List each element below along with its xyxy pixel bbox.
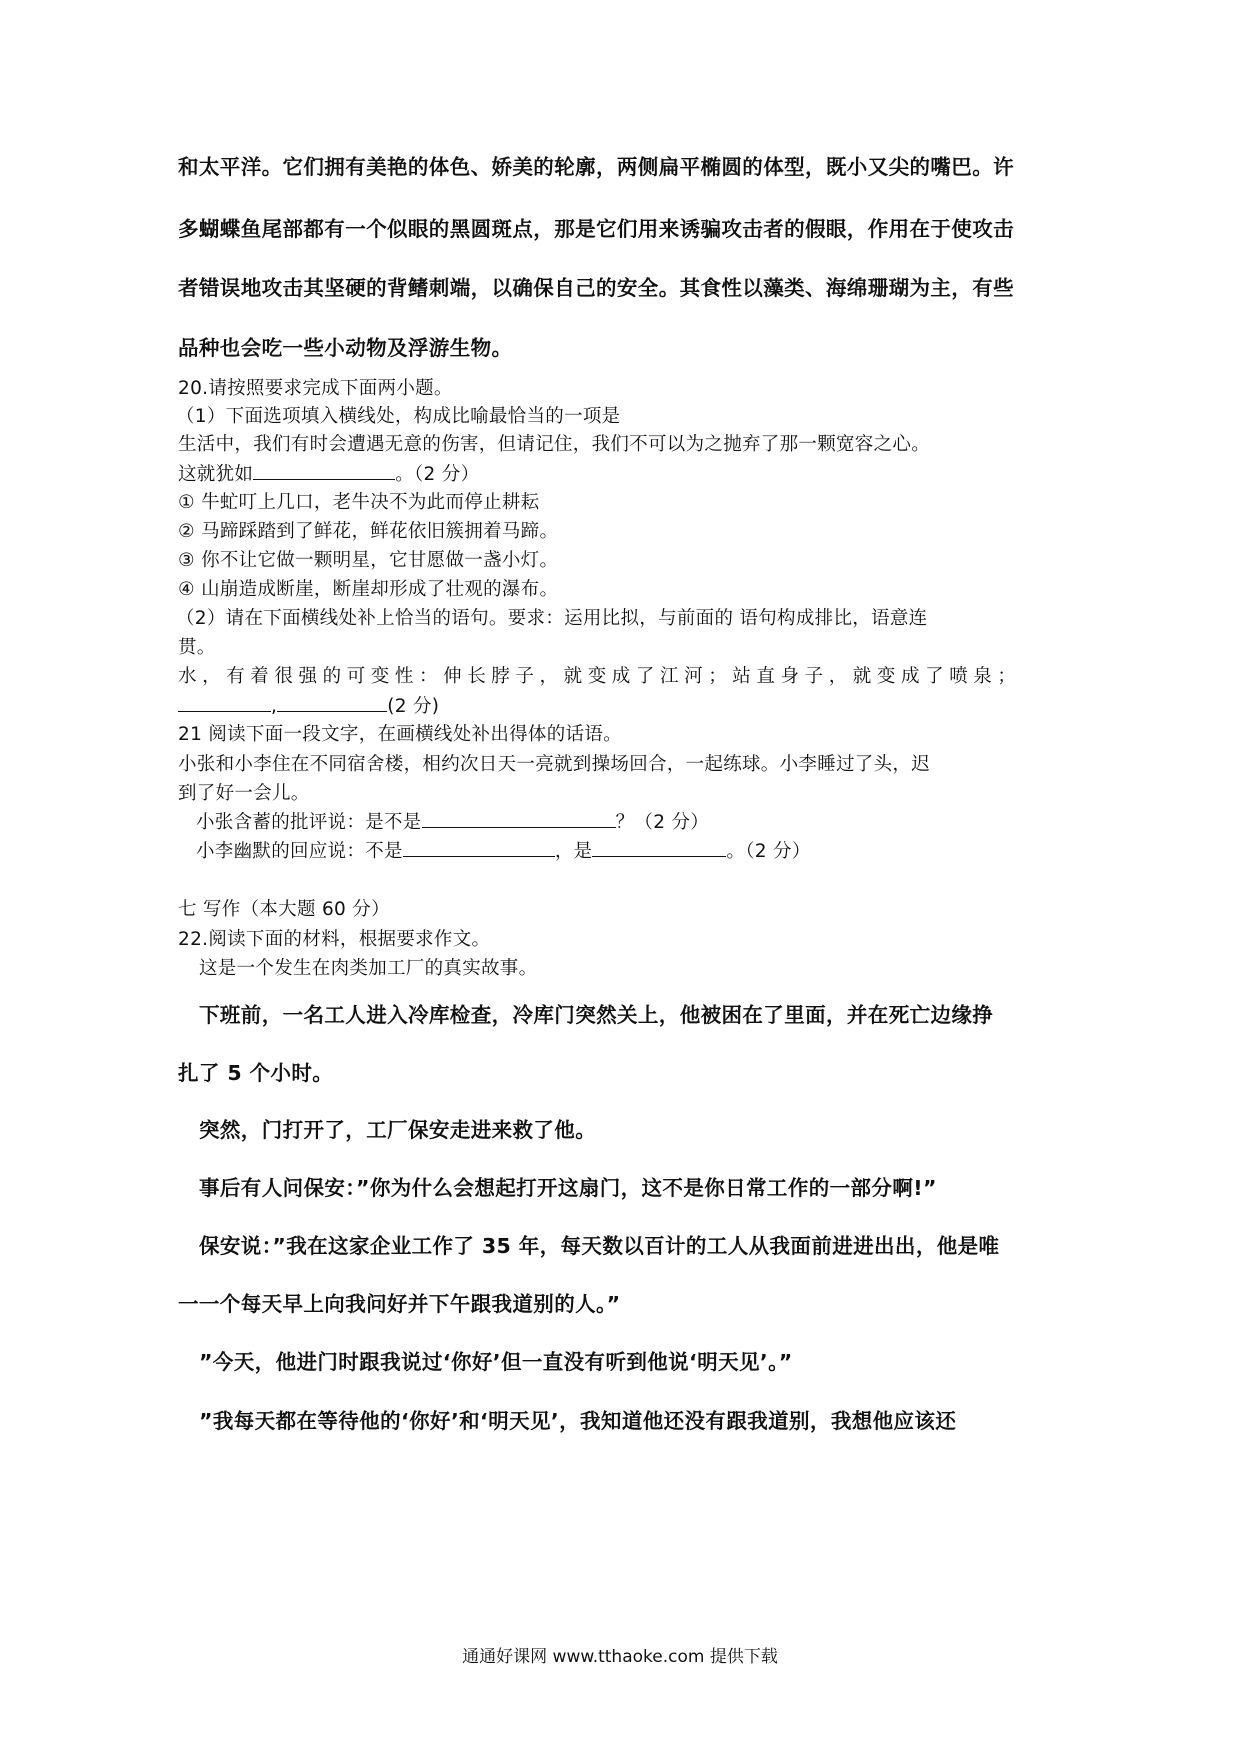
q21-zhang [196, 808, 709, 834]
answer-blank[interactable] [422, 809, 616, 828]
story-line: 保安说：”我在这家企业工作了 35 年，每天数以百计的工人从我面前进进出出，他是唯 [199, 1234, 1000, 1258]
q20-stem: 生活中，我们有时会遭遇无意的伤害，但请记住，我们不可以为之抛弃了那一颗宽容之心。 [178, 434, 931, 455]
answer-blank[interactable] [403, 838, 555, 857]
q21-li [196, 837, 811, 863]
answer-blank[interactable] [592, 838, 726, 857]
q21-title: 21 阅读下面一段文字，在画横线处补出得体的话语。 [178, 724, 622, 745]
q20-prompt-suffix: 。（2 分） [395, 464, 480, 485]
q20-part1: （1）下面选项填入横线处，构成比喻最恰当的一项是 [176, 406, 621, 427]
q21-li-mid: ，是 [554, 841, 593, 862]
q20-prompt-prefix: 这就犹如 [178, 464, 254, 485]
comma: , [271, 696, 278, 717]
q20-option: ② 马蹄踩踏到了鲜花，鲜花依旧簇拥着马蹄。 [178, 521, 559, 542]
q21-line: 小张和小李住在不同宿舍楼，相约次日天一亮就到操场回合，一起练球。小李睡过了头，迟 [178, 754, 931, 775]
q21-li-suffix: 。（2 分） [726, 841, 811, 862]
page-footer: 通通好课网 www.tthaoke.com 提供下载 [462, 1647, 778, 1667]
story-line: 事后有人问保安：”你为什么会想起打开这扇门，这不是你日常工作的一部分啊!” [199, 1176, 937, 1200]
story-line: ”今天，他进门时跟我说过‘你好’但一直没有听到他说‘明天见’。” [199, 1350, 793, 1374]
passage-line: 者错误地攻击其坚硬的背鳍刺端，以确保自己的安全。其食性以藻类、海绵珊瑚为主，有些 [178, 276, 1014, 300]
q20-part2-cont: 贯。 [178, 637, 216, 658]
q20-title: 20.请按照要求完成下面两小题。 [178, 378, 453, 399]
q22-intro: 这是一个发生在肉类加工厂的真实故事。 [199, 958, 538, 979]
q20-prompt [178, 460, 479, 486]
answer-blank[interactable] [253, 461, 395, 480]
passage-line: 和太平洋。它们拥有美艳的体色、娇美的轮廓，两侧扁平椭圆的体型，既小又尖的嘴巴。许 [178, 155, 1014, 179]
q20-option: ① 牛虻叮上几口，老牛决不为此而停止耕耘 [178, 492, 540, 513]
q21-line: 到了好一会儿。 [178, 783, 310, 804]
answer-blank[interactable] [277, 693, 387, 712]
q20-part2-score: (2 分) [387, 696, 440, 717]
q20-part2: （2）请在下面横线处补上恰当的语句。要求：运用比拟，与前面的 语句构成排比，语意连 [176, 608, 928, 629]
q21-li-prefix: 小李幽默的回应说：不是 [196, 841, 403, 862]
section7-title: 七 写作（本大题 60 分） [178, 899, 390, 920]
story-line: 扎了 5 个小时。 [178, 1061, 334, 1085]
q22-title: 22.阅读下面的材料，根据要求作文。 [178, 929, 491, 950]
story-line: 突然，门打开了，工厂保安走进来救了他。 [199, 1118, 597, 1142]
q20-option: ③ 你不让它做一颗明星，它甘愿做一盏小灯。 [178, 550, 559, 571]
story-line: ”我每天都在等待他的‘你好’和‘明天见’，我知道他还没有跟我道别，我想他应该还 [199, 1409, 957, 1433]
q20-option: ④ 山崩造成断崖，断崖却形成了壮观的瀑布。 [178, 579, 559, 600]
q20-part2-stem: 水，有着很强的可变性：伸长脖子，就变成了江河；站直身子，就变成了喷泉； [178, 666, 1022, 687]
story-line: 一一个每天早上向我问好并下午跟我道别的人。” [178, 1292, 621, 1316]
answer-blank[interactable] [178, 693, 271, 712]
q21-zhang-prefix: 小张含蓄的批评说：是不是 [196, 812, 422, 833]
passage-line: 品种也会吃一些小动物及浮游生物。 [178, 336, 513, 360]
q21-zhang-suffix: ？（2 分） [615, 812, 710, 833]
q20-part2-answer [178, 692, 439, 718]
story-line: 下班前，一名工人进入冷库检查，冷库门突然关上，他被困在了里面，并在死亡边缘挣 [199, 1003, 994, 1027]
passage-line: 多蝴蝶鱼尾部都有一个似眼的黑圆斑点，那是它们用来诱骗攻击者的假眼，作用在于使攻击 [178, 217, 1014, 241]
